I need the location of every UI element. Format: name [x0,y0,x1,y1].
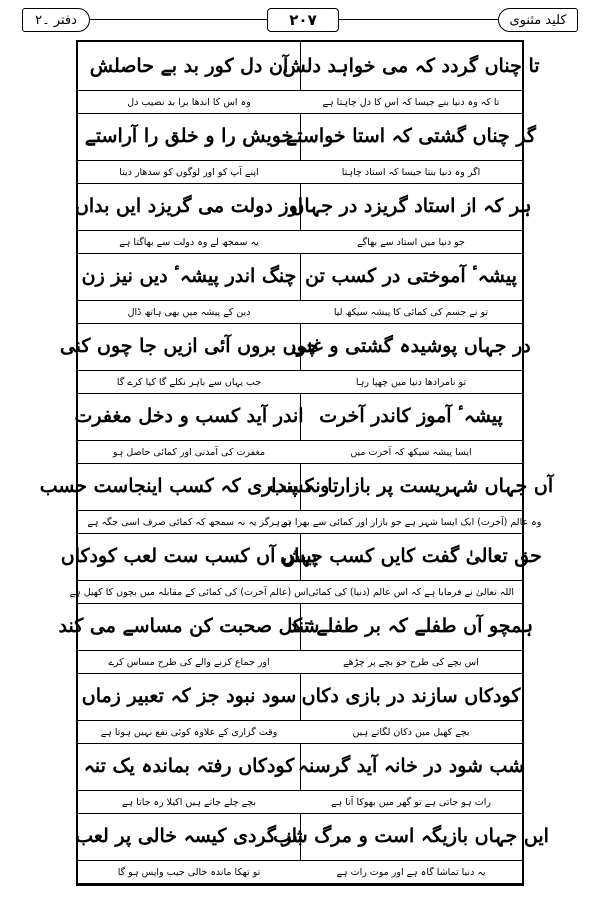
verse-right-hemistich: کودکاں سازند در بازی دکاں [301,685,521,707]
verse-right-hemistich: گر چناں گشتی کہ استا خواستے [286,125,536,147]
translation-left-cell: تو ہرگز یہ نہ سمجھ کہ کمائی صرف اسی جگہ ہے [87,516,291,528]
verse-left-hemistich: باز گردی کیسہ خالی پر لعب [75,825,303,847]
translation-left-cell: اور جماع کرنے والے کی طرح مساس کرے [108,656,270,668]
couplet-verse-row [78,42,540,90]
translation-left-cell: وہ اس کا اندھا برا بد نصیب دل [127,96,251,108]
couplet-verse-row [74,182,532,230]
translation-right-cell: اس بچے کی طرح جو بچے پر چڑھے [343,656,479,668]
couplet-translation-row [78,790,522,814]
couplet-verse-row [78,112,536,160]
translation-left-cell: تو تھکا ماندہ خالی جیب واپس ہو گا [117,866,261,878]
verse-left-hemistich: اندر آید کسب و دخل مغفرت [74,405,304,427]
couplet-translation-row [78,650,522,674]
translation-right-cell: تو نامرادھا دنیا میں چھپا رہا [355,376,467,388]
header-rule-left [90,19,267,20]
couplet-verse-row [39,462,554,510]
couplet-table [39,40,554,886]
book-title: کلید مثنوی [498,8,578,32]
couplet-translation-row [78,720,522,744]
couplet-verse-row [78,672,522,720]
couplet-verse-row [59,322,531,370]
header-rule-right [339,19,498,20]
verse-left-hemistich: پیش آں کسب ست لعب کودکاں [60,545,318,567]
verse-right-hemistich: ایں جہاں بازیگہ است و مرگ شب [273,825,549,847]
couplet-translation-row [78,510,542,534]
verse-right-hemistich: ہمچو آں طفلے کہ بر طفلے تند [288,615,534,637]
verse-right-hemistich: تا چناں گردد کہ می خواہد دلش [282,55,540,77]
couplet-verse-row [74,392,522,440]
couplet-translation-row [78,440,522,464]
verse-right-hemistich: حق تعالیٰ گفت کایں کسب جہاں [280,545,542,567]
translation-left-cell: یہ سمجھ لے وہ دولت سے بھاگتا ہے [119,236,259,248]
translation-right-cell: اللہ تعالیٰ نے فرمایا ہے کہ اس عالم (دنیا) کی کمائی [307,586,515,598]
translation-left-cell: اپنے آپ کو اور لوگوں کو سدھار دیتا [119,166,259,178]
translation-right-cell: اگر وہ دنیا بنتا جیسا کہ استاد چاہتا [341,166,481,178]
translation-right-cell: یہ دنیا تماشا گاہ ہے اور موت رات ہے [336,866,486,878]
page-header [22,8,578,34]
couplet-translation-row [78,370,522,394]
verse-left-hemistich: تا نہ پنداری کہ کسب اینجاست حسب [39,475,339,497]
translation-left-cell: دین کے پیشہ میں بھی ہاتھ ڈال [127,306,251,318]
couplet-verse-row [58,602,534,650]
translation-right-cell: تو نے جسم کی کمائی کا پیشہ سیکھ لیا [333,306,489,318]
verse-left-hemistich: چنگ اندر پیشہٴ دیں نیز زن [81,265,297,287]
couplet-verse-row [78,252,522,300]
couplet-verse-row [60,532,542,580]
translation-right-cell: بچے کھیل میں دکان لگاتے ہیں [352,726,470,738]
translation-left-cell: وقت گزاری کے علاوہ کوئی نفع نہیں ہوتا ہے [100,726,278,738]
couplet-translation-row [78,860,522,884]
translation-right-cell: رات ہو جاتی ہے تو گھر میں بھوکا آتا ہے [331,796,491,808]
verse-right-hemistich: در جہاں پوشیدہ گشتی و غنی [291,335,531,357]
verse-right-hemistich: شب شود در خانہ آید گرسنہ [297,755,525,777]
couplet-translation-row [78,230,522,254]
translation-left-cell: مغفرت کی آمدنی اور کمائی حاصل ہو [112,446,266,458]
translation-left-cell: اس (عالم آخرت) کی کمائی کے مقابلہ میں بچوں کا کھیل ہے [69,586,309,598]
verse-left-hemistich: کودکاں رفتہ بماندہ یک تنہ [83,755,295,777]
section-label: دفتر ۔۲ [22,8,90,32]
verse-right-hemistich: پیشہٴ آموختی در کسب تن [305,265,517,287]
translation-right-cell: ایسا پیشہ سیکھ کہ آخرت میں [350,446,472,458]
verse-right-hemistich: ہر کہ از استاد گریزد در جہاں [290,195,532,217]
verse-left-hemistich: خویش را و خلق را آراستے [84,125,294,147]
verse-right-hemistich: پیشہٴ آموز کاندر آخرت [319,405,503,427]
couplet-translation-row [78,160,522,184]
couplet-verse-row [78,742,525,790]
translation-left-cell: بچے چلے جاتے ہیں اکیلا رہ جاتا ہے [122,796,256,808]
verse-left-hemistich: چوں بروں آئی ازیں جا چوں کنی [59,335,319,357]
verse-left-hemistich: شکل صحبت کن مساسے می کند [58,615,320,637]
couplet-translation-row [69,580,522,604]
verse-left-hemistich: اوز دولت می گریزد ایں بداں [74,195,304,217]
couplet-translation-row [78,90,522,114]
translation-right-cell: تا کہ وہ دنیا بنے جیسا کہ اس کا دل چاہتا ہے [322,96,500,108]
verse-left-hemistich: سود نبود جز کہ تعبیر زماں [81,685,297,707]
couplet-translation-row [78,300,522,324]
couplet-verse-row [75,812,549,860]
verse-left-hemistich: آن دل کور بد بے حاصلش [89,55,289,77]
translation-right-cell: وہ عالم (آخرت) ایک ایسا شہر ہے جو بازار اور کمائی سے بھرا ہے [280,516,542,528]
translation-left-cell: جب یہاں سے باہر نکلے گا کیا کرے گا [116,376,262,388]
translation-right-cell: جو دنیا میں استاد سے بھاگے [357,236,465,248]
verse-right-hemistich: آں جہاں شہریست پر بازار و کسب [268,475,554,497]
page-number: ۲۰۷ [267,8,339,32]
